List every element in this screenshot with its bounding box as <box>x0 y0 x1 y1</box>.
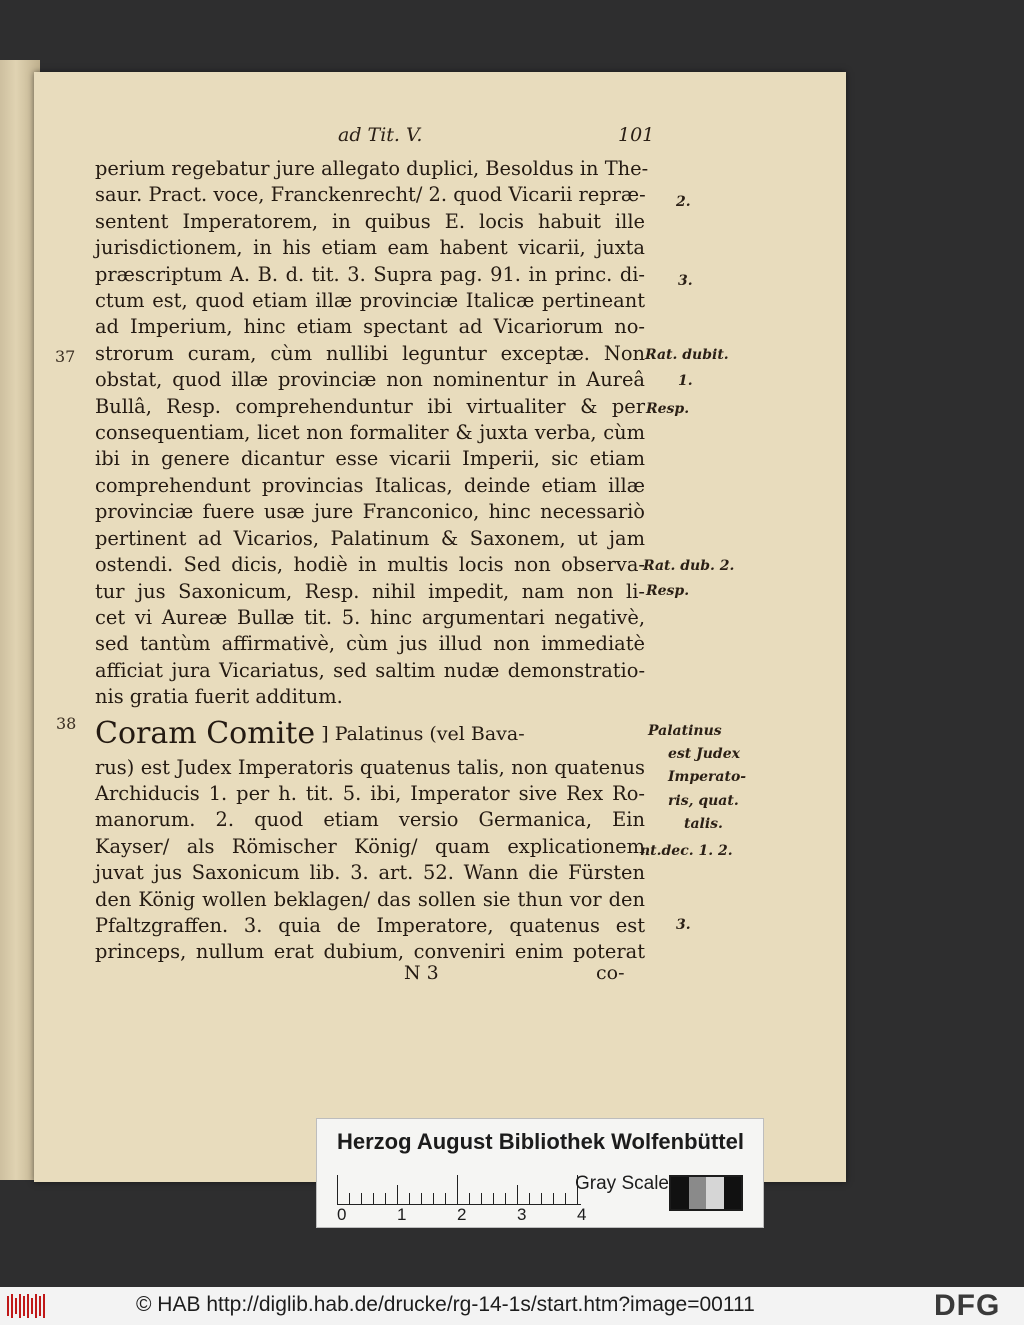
text-line: juvat jus Saxonicum lib. 3. art. 52. Wann die Fürsten <box>95 861 645 885</box>
text-line: sentent Imperatorem, in quibus E. locis habuit ille <box>95 209 645 233</box>
body-text <box>95 156 649 966</box>
gray-swatch <box>689 1177 707 1209</box>
scale-number: 4 <box>577 1205 587 1224</box>
gray-swatch <box>724 1177 742 1209</box>
text-line: jurisdictionem, in his etiam eam habent vicarii, juxta <box>95 236 645 260</box>
gray-swatch <box>671 1177 689 1209</box>
margin-note: 3. <box>676 917 691 933</box>
hab-barcode-icon <box>6 1292 46 1320</box>
scale-numbers <box>329 1205 589 1225</box>
page-header <box>0 124 1024 154</box>
dfg-logo: DFG <box>934 1289 1001 1322</box>
gray-scale-label: Gray Scale <box>575 1173 669 1194</box>
page-number: 101 <box>618 124 655 146</box>
margin-note: 1. <box>678 373 693 389</box>
margin-note: Resp. <box>646 401 690 417</box>
margin-note: ris, quat. <box>668 793 739 809</box>
text-line: Bullâ, Resp. comprehenduntur ibi virtualiter & per <box>95 394 645 418</box>
margin-note: Rat. dub. 2. <box>643 558 735 574</box>
text-line: sed tantùm affirmativè, cùm jus illud non immediatè <box>95 632 645 656</box>
margin-note: Rat. dubit. <box>645 347 729 363</box>
scale-ruler <box>337 1171 581 1205</box>
text-line: Archiducis 1. per h. tit. 5. ibi, Imperator sive Rex Ro- <box>95 781 645 805</box>
text-line: den König wollen beklagen/ das sollen sie thun vor den <box>95 887 645 911</box>
gray-swatch <box>706 1177 724 1209</box>
text-line: perium regebatur jure allegato duplici, Besoldus in The- <box>95 157 649 180</box>
text-line: comprehendunt provincias Italicas, deinde etiam illæ <box>95 473 645 497</box>
text-line: consequentiam, licet non formaliter & juxta verba, cùm <box>95 421 645 445</box>
text-line: obstat, quod illæ provinciæ non nominentur in Aureâ <box>95 368 645 392</box>
text-line: ostendi. Sed dicis, hodiè in multis locis non observa- <box>95 553 645 577</box>
margin-note: Palatinus <box>648 723 722 739</box>
gray-scale-swatches <box>669 1175 743 1211</box>
scale-number: 2 <box>457 1205 467 1224</box>
text-line: rus) est Judex Imperatoris quatenus talis, non quatenus <box>95 755 645 779</box>
text-line: præscriptum A. B. d. tit. 3. Supra pag. 91. in princ. di- <box>95 262 645 286</box>
margin-note: Resp. <box>646 583 690 599</box>
scale-number: 3 <box>517 1205 527 1224</box>
text-line: manorum. 2. quod etiam versio Germanica, Ein <box>95 808 645 832</box>
text-line: pertinent ad Vicarios, Palatinum & Saxonem, ut jam <box>95 526 645 550</box>
text-line: ad Imperium, hinc etiam spectant ad Vicariorum no- <box>95 315 645 339</box>
heading-continuation: ] Palatinus (vel Bava- <box>321 722 525 745</box>
text-line: Kayser/ als Römischer König/ quam explicationem <box>95 834 645 858</box>
signature-mark: N 3 <box>404 962 439 984</box>
text-line: strorum curam, cùm nullibi leguntur exceptæ. Non <box>95 341 645 365</box>
text-line: ctum est, quod etiam illæ provinciæ Italicæ pertineant <box>95 289 645 313</box>
text-line: princeps, nullum erat dubium, conveniri enim poterat <box>95 940 645 964</box>
viewer-footer <box>0 1287 1024 1325</box>
scale-number: 0 <box>337 1205 347 1224</box>
catchword: co- <box>596 962 625 984</box>
text-line: provinciæ fuere usæ jure Franconico, hinc necessariò <box>95 500 645 524</box>
text-line: saur. Pract. voce, Franckenrecht/ 2. quod Vicarii repræ- <box>95 183 646 207</box>
paragraph-number: 38 <box>56 714 77 733</box>
scale-number: 1 <box>397 1205 407 1224</box>
margin-note: Imperato- <box>668 769 747 785</box>
margin-note: 3. <box>678 273 693 289</box>
color-calibration-card <box>316 1118 764 1228</box>
text-line: afficiat jura Vicariatus, sed saltim nudæ demonstratio- <box>95 658 645 682</box>
text-line: cet vi Aureæ Bullæ tit. 5. hinc argumentari negativè, <box>95 605 645 629</box>
margin-note: 2. <box>676 194 691 210</box>
paragraph-number: 37 <box>55 347 76 366</box>
library-title: Herzog August Bibliothek Wolfenbüttel <box>337 1129 744 1154</box>
page-footer <box>0 962 1024 992</box>
text-line: tur jus Saxonicum, Resp. nihil impedit, nam non li- <box>95 579 645 603</box>
text-line: ibi in genere dicantur esse vicarii Imperii, sic etiam <box>95 447 645 471</box>
text-line: nis gratia fuerit additum. <box>95 685 343 709</box>
running-head: ad Tit. V. <box>338 124 423 146</box>
copyright-url[interactable]: © HAB http://diglib.hab.de/drucke/rg-14-1s/start.htm?image=00111 <box>136 1293 755 1316</box>
margin-note: nt.dec. 1. 2. <box>640 843 733 859</box>
margin-note: est Judex <box>668 746 740 762</box>
section-heading <box>95 711 645 755</box>
heading-lemma: Coram Comite <box>95 715 316 751</box>
margin-note: talis. <box>684 816 723 832</box>
text-line: Pfaltzgraffen. 3. quia de Imperatore, quatenus est <box>95 913 645 937</box>
